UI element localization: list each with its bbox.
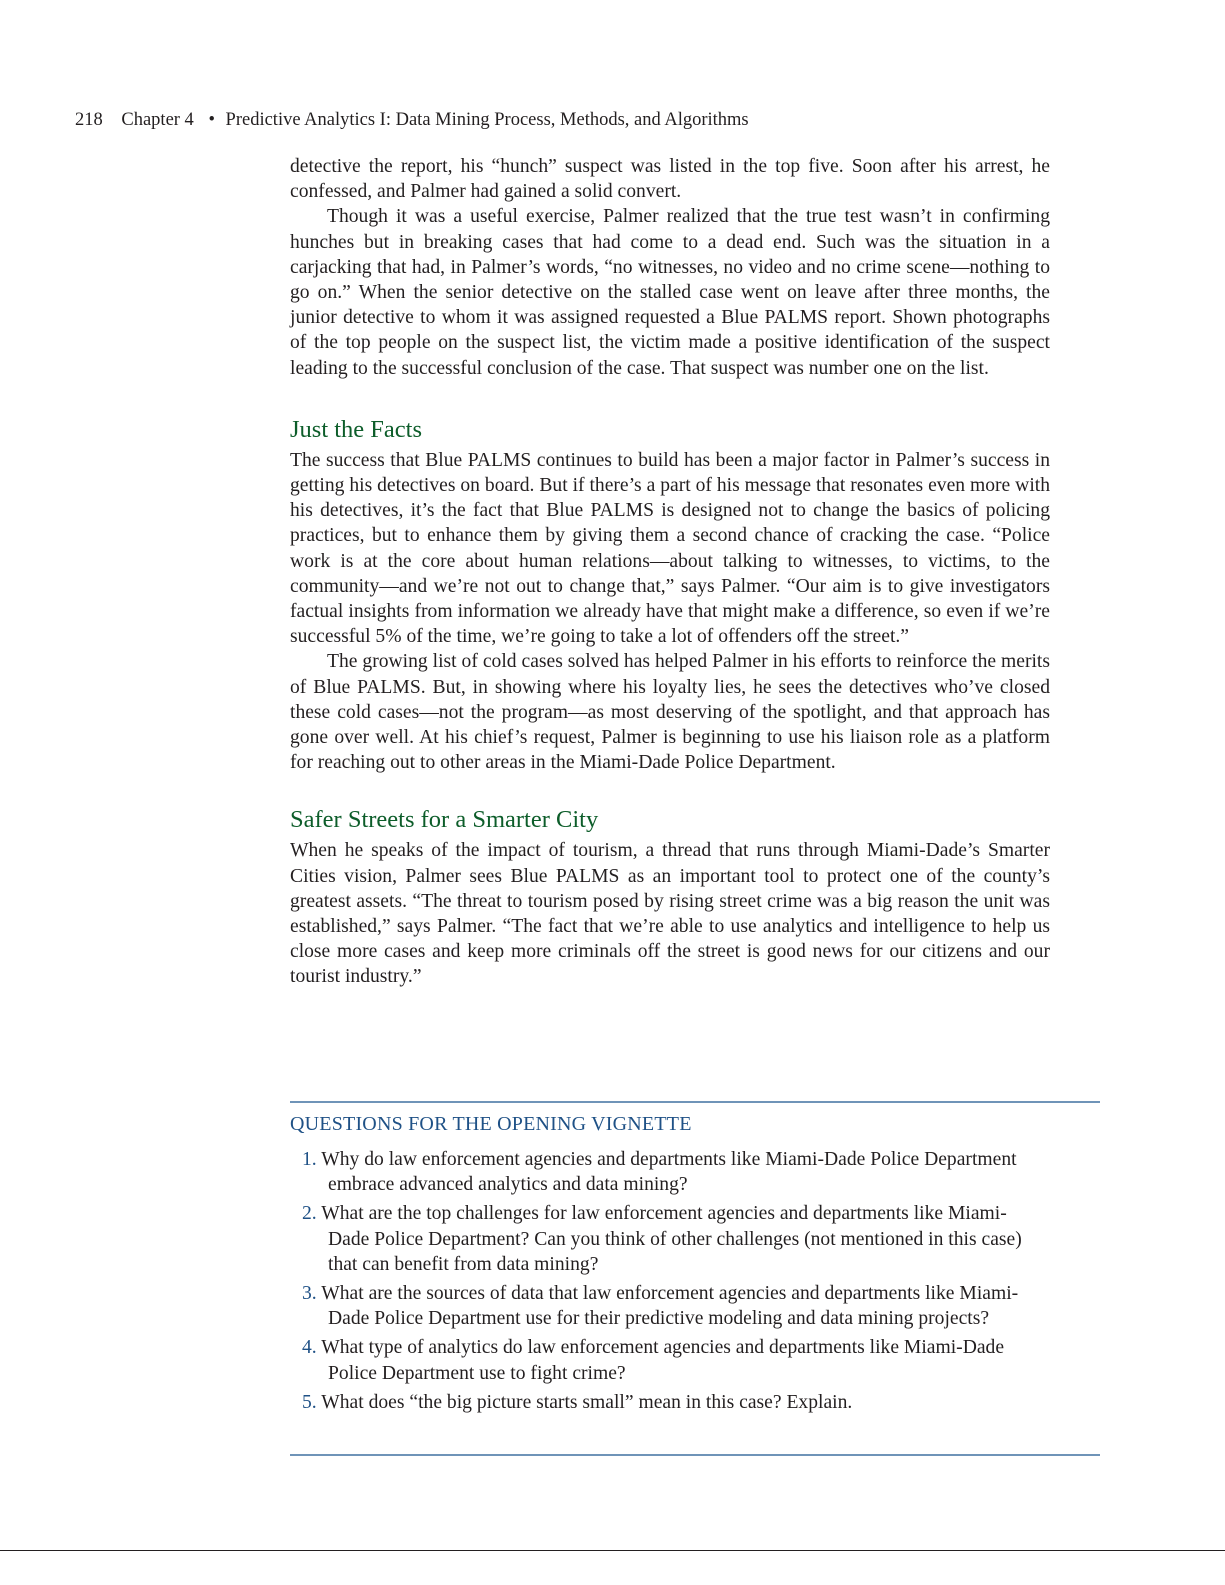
running-head xyxy=(75,108,749,132)
question-number: 3. xyxy=(302,1283,317,1305)
questions-box xyxy=(290,1101,1100,1456)
main-text-column xyxy=(290,154,1050,990)
intro-paragraph-1: detective the report, his “hunch” suspect was listed in the top five. Soon after his arrest, he confessed, and Palmer had gained a solid convert. xyxy=(290,156,1050,203)
question-text: Why do law enforcement agencies and departments like Miami-Dade Police Department embrace advanced analytics and data mining? xyxy=(321,1149,1017,1196)
question-text: What are the top challenges for law enforcement agencies and departments like Miami-Dade Police Department? Can you think of other challenges (not mentioned in this case) that can benefit from data mining? xyxy=(321,1203,1022,1275)
question-text: What are the sources of data that law enforcement agencies and departments like Miami-Dade Police Department use for their predictive modeling and data mining projects? xyxy=(321,1283,1019,1330)
question-number: 2. xyxy=(302,1203,317,1225)
questions-list xyxy=(290,1147,1035,1415)
question-item xyxy=(290,1390,1035,1415)
intro-paragraph-2: Though it was a useful exercise, Palmer realized that the true test wasn’t in confirming hunches but in breaking cases that had come to a dead end. Such was the situation in a carjacking that had, in Palmer’s words, “no witnesses, no video and no crime scene—nothing to go on.” When the senior detective on the stalled case went on leave after three months, the junior detective to whom it was assigned requested a Blue PALMS report. Shown photographs of the top people on the suspect list, the victim made a positive identification of the suspect leading to the successful conclusion of the case. That suspect was number one on the list. xyxy=(290,206,1050,379)
question-item xyxy=(290,1201,1035,1277)
section-heading-just-the-facts: Just the Facts xyxy=(290,415,423,443)
questions-title: QUESTIONS FOR THE OPENING VIGNETTE xyxy=(290,1113,692,1135)
section1-paragraph-2: The growing list of cold cases solved has helped Palmer in his efforts to reinforce the merits of Blue PALMS. But, in showing where his loyalty lies, he sees the detectives who’ve closed these cold cases—not the program—as most deserving of the spotlight, and that approach has gone over well. At his chief’s request, Palmer is beginning to use his liaison role as a platform for reaching out to other areas in the Miami-Dade Police Department. xyxy=(290,651,1050,774)
bullet-separator: • xyxy=(208,110,215,130)
question-number: 5. xyxy=(302,1391,317,1413)
question-text: What does “the big picture starts small” mean in this case? Explain. xyxy=(321,1391,853,1413)
question-item xyxy=(290,1147,1035,1197)
question-text: What type of analytics do law enforcement agencies and departments like Miami-Dade Police Department use to fight crime? xyxy=(321,1337,1005,1384)
question-number: 1. xyxy=(302,1149,317,1170)
page-number: 218 xyxy=(75,110,103,130)
chapter-label: Chapter 4 xyxy=(121,110,194,130)
section-heading-safer-streets: Safer Streets for a Smarter City xyxy=(290,806,599,834)
question-item xyxy=(290,1335,1035,1385)
page-bottom-rule xyxy=(0,1550,1225,1551)
section1-paragraph-1: The success that Blue PALMS continues to build has been a major factor in Palmer’s success in getting his detectives on board. But if there’s a part of his message that resonates even more with his detectives, it’s the fact that Blue PALMS is designed not to change the basics of policing practices, but to enhance them by giving them a second chance of cracking the case. “Police work is at the core about human relations—about talking to witnesses, to victims, to the community—and we’re not out to change that,” says Palmer. “Our aim is to give investigators factual insights from information we already have that might make a difference, so even if we’re successful 5% of the time, we’re going to take a lot of offenders off the street.” xyxy=(290,449,1050,648)
question-item xyxy=(290,1281,1035,1331)
chapter-title: Predictive Analytics I: Data Mining Process, Methods, and Algorithms xyxy=(225,110,749,130)
section2-paragraph-1: When he speaks of the impact of tourism, a thread that runs through Miami-Dade’s Smarter Cities vision, Palmer sees Blue PALMS as an important tool to protect one of the county’s greatest assets. “The threat to tourism posed by rising street crime was a big reason the unit was established,” says Palmer. “The fact that we’re able to use analytics and intelligence to help us close more cases and keep more criminals off the street is good news for our citizens and our tourist industry.” xyxy=(290,840,1050,988)
question-number: 4. xyxy=(302,1337,317,1359)
